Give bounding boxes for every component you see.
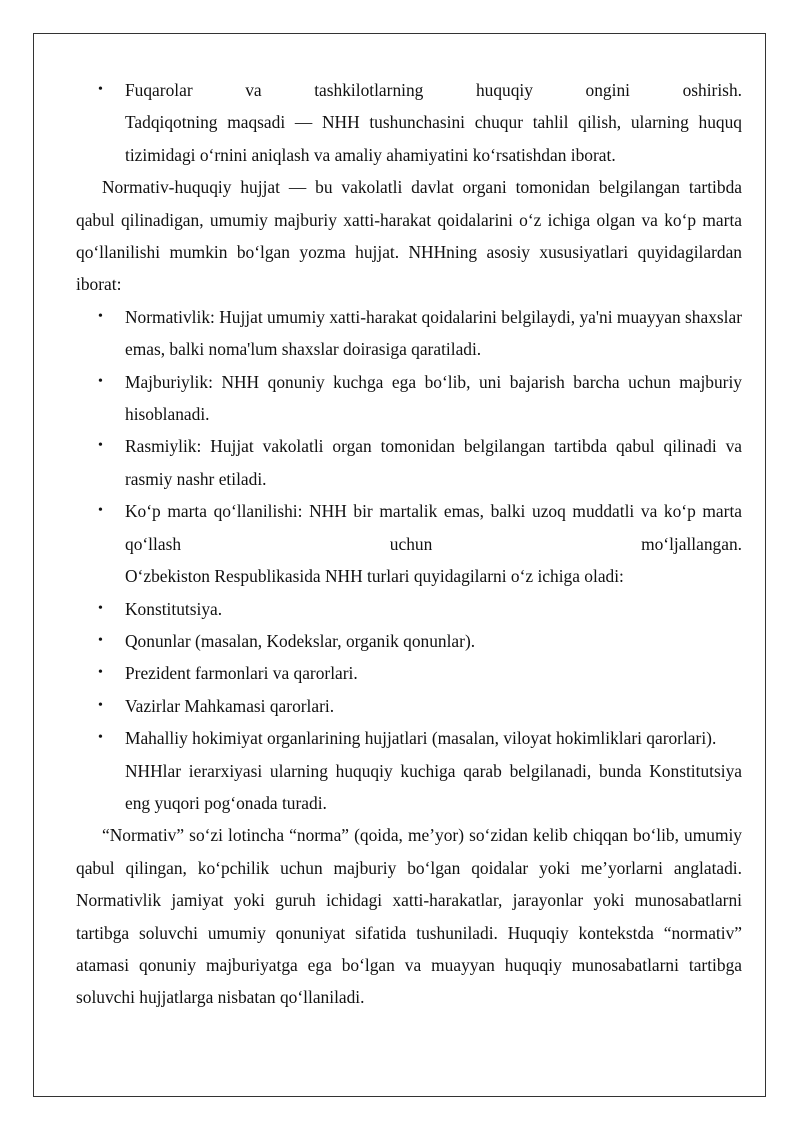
list-item xyxy=(76,301,742,366)
list-item-text: Prezident farmonlari va qarorlari. xyxy=(125,663,358,684)
goals-list xyxy=(76,74,742,171)
list-item xyxy=(76,495,742,592)
list-item-text: Koʻp marta qoʻllanilishi: NHH bir martalik emas, balki uzoq muddatli va koʻp marta qoʻllash uchun moʻljallangan. xyxy=(125,501,742,554)
bullet-icon: • xyxy=(98,438,103,454)
paragraph: “Normativ” soʻzi lotincha “norma” (qoida, me’yor) soʻzidan kelib chiqqan boʻlib, umumiy qabul qilingan, koʻpchilik uchun majburiy boʻlgan qoidalar yoki me’yorlarni anglatadi. Normativlik jamiyat yoki guruh ichidagi xatti-harakatlar, jarayonlar yoki munosabatlarni tartibga soluvchi umumiy qonuniyat sifatida tushuniladi. Huquqiy kontekstda “normativ” atamasi qonuniy majburiyatga ega boʻlgan va muayyan huquqiy munosabatlarni tartibga soluvchi hujjatlarga nisbatan qoʻllaniladi. xyxy=(76,825,742,1008)
list-item xyxy=(76,690,742,722)
list-item xyxy=(76,722,742,754)
list-item-text: Normativlik: Hujjat umumiy xatti-harakat qoidalarini belgilaydi, ya'ni muayyan shaxslar emas, balki noma'lum shaxslar doirasiga qaratiladi. xyxy=(125,306,742,360)
bullet-icon: • xyxy=(98,697,103,713)
types-list xyxy=(76,593,742,755)
list-item xyxy=(76,366,742,431)
types-intro: Oʻzbekiston Respublikasida NHH turlari quyidagilarni oʻz ichiga oladi: xyxy=(125,566,624,587)
hierarchy-note: NHHlar ierarxiyasi ularning huquqiy kuchiga qarab belgilanadi, bunda Konstitutsiya eng yuqori pogʻonada turadi. xyxy=(125,760,742,813)
list-item xyxy=(76,430,742,495)
list-item xyxy=(76,593,742,625)
bullet-icon: • xyxy=(98,308,103,324)
list-item xyxy=(76,625,742,657)
bullet-icon: • xyxy=(98,373,103,389)
list-item-text: Rasmiylik: Hujjat vakolatli organ tomonidan belgilangan tartibda qabul qilinadi va rasmiy nashr etiladi. xyxy=(125,436,742,489)
bullet-icon: • xyxy=(98,503,103,519)
list-item-text: Majburiylik: NHH qonuniy kuchga ega boʻlib, uni bajarish barcha uchun majburiy hisoblanadi. xyxy=(125,371,742,425)
list-item xyxy=(76,74,742,171)
list-item-text: Qonunlar (masalan, Kodekslar, organik qonunlar). xyxy=(125,630,476,651)
bullet-icon: • xyxy=(98,82,103,97)
paragraph: Normativ-huquqiy hujjat — bu vakolatli davlat organi tomonidan belgilangan tartibda qabul qilinadigan, umumiy majburiy xatti-harakat qoidalarini oʻz ichiga olgan va koʻp marta qoʻllanilishi mumkin boʻlgan yozma hujjat. NHHning asosiy xususiyatlari quyidagilardan iborat: xyxy=(76,177,742,295)
bullet-icon: • xyxy=(98,600,103,616)
document-body xyxy=(76,74,742,1014)
list-item-text: Vazirlar Mahkamasi qarorlari. xyxy=(125,695,335,716)
list-item-text: Tadqiqotning maqsadi — NHH tushunchasini chuqur tahlil qilish, ularning huquq tizimidagi oʻrnini aniqlash va amaliy ahamiyatini koʻrsatishdan iborat. xyxy=(125,112,742,165)
list-item xyxy=(76,657,742,689)
features-list xyxy=(76,301,742,593)
bullet-icon: • xyxy=(98,665,103,681)
list-item-text: Konstitutsiya. xyxy=(125,598,223,619)
list-item-text: Fuqarolar va tashkilotlarning huquqiy ongini oshirish. xyxy=(125,80,742,100)
bullet-icon: • xyxy=(98,632,103,648)
bullet-icon: • xyxy=(98,730,103,746)
list-item-text: Mahalliy hokimiyat organlarining hujjatlari (masalan, viloyat hokimliklari qarorlari). xyxy=(125,728,717,749)
